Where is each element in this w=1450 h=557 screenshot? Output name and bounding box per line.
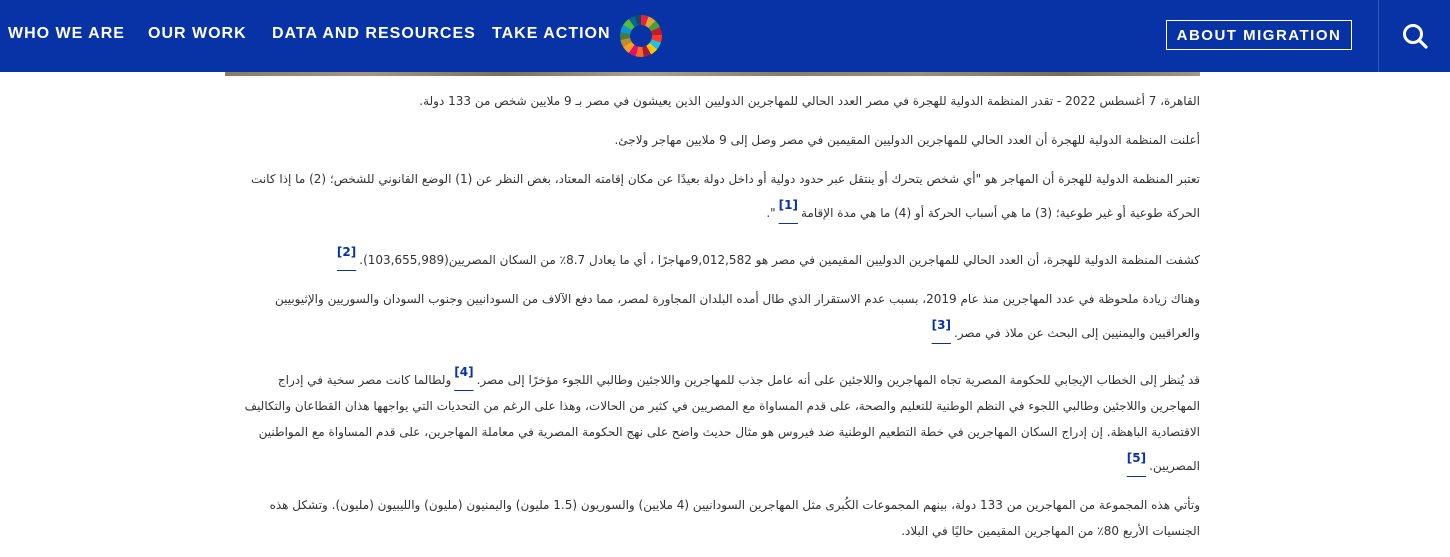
top-navigation-bar — [0, 0, 1450, 72]
footnote-link-1[interactable]: [1] — [778, 198, 798, 212]
paragraph-6a-text: قد يُنظر إلى الخطاب الإيجابي للحكومة المصرية تجاه المهاجرين واللاجئين على أنه عامل جذب للمهاجرين واللاجئين وطالبي اللجوء مؤخرًا إلى مصر. — [476, 373, 1200, 387]
nav-item-our-work[interactable]: OUR WORK — [148, 25, 247, 42]
paragraph-6b-text: ولطالما كانت مصر سخية في إدراج المهاجرين واللاجئين وطالبي اللجوء في النظم الوطنية للتعليم والصحة، على قدم المساواة مع المصريين في كثير من الحالات، وهذا على الرغم من التحديات التي يواجهها هذان القطاعان والتكاليف الاقتصادية الباهظة. إن إدراج السكان المهاجرين في خطة التطعيم الوطنية ضد فيروس هو مثال حديث واضح على نهج الحكومة المصرية في معاملة المهاجرين، على قدم المساواة مع المواطنين المصريين. — [244, 373, 1200, 473]
paragraph-5 — [228, 286, 1200, 346]
nav-item-data-and-resources[interactable]: DATA AND RESOURCES — [272, 25, 476, 42]
hero-image-strip — [225, 72, 1200, 76]
paragraph-4-text: كشفت المنظمة الدولية للهجرة، أن العدد الحالي للمهاجرين الدوليين المقيمين في مصر هو 9,012,582مهاجرًا ، أي ما يعادل 8.7٪ من السكان المصريين(103,655,989). — [359, 253, 1200, 267]
footnote-link-3[interactable]: [3] — [931, 318, 951, 332]
paragraph-4 — [228, 239, 1200, 273]
paragraph-2-text: أعلنت المنظمة الدولية للهجرة أن العدد الحالي للمهاجرين الدوليين المقيمين في مصر وصل إلى 9 ملايين مهاجر ولاجئ. — [614, 133, 1200, 147]
nav-item-who-we-are[interactable]: WHO WE ARE — [8, 25, 125, 42]
sdg-wheel-icon[interactable] — [620, 15, 662, 57]
search-icon — [1402, 23, 1428, 49]
paragraph-7 — [228, 492, 1200, 544]
paragraph-3-end: ". — [766, 206, 776, 220]
paragraph-2 — [228, 127, 1200, 153]
about-migration-button[interactable]: ABOUT MIGRATION — [1166, 20, 1352, 50]
footnote-link-4[interactable]: [4] — [454, 365, 474, 379]
nav-divider — [1378, 0, 1379, 72]
article-body — [228, 88, 1200, 557]
nav-item-take-action[interactable]: TAKE ACTION — [492, 25, 611, 42]
paragraph-1-text: القاهرة، 7 أغسطس 2022 - تقدر المنظمة الدولية للهجرة في مصر العدد الحالي للمهاجرين الدوليين الذين يعيشون في مصر بـ 9 ملايين شخص من 133 دولة. — [419, 94, 1200, 108]
footnote-link-2[interactable]: [2] — [336, 245, 357, 259]
paragraph-5-text: وهناك زيادة ملحوظة في عدد المهاجرين منذ عام 2019، بسبب عدم الاستقرار الذي طال أمده البلدان المجاورة لمصر، مما دفع الآلاف من السودانيين وجنوب السودان والسوريين والإثيوبيين والعراقيين واليمنيين إلى البحث عن ملاذ في مصر. — [274, 292, 1200, 340]
paragraph-3 — [228, 166, 1200, 226]
paragraph-3-text: تعتبر المنظمة الدولية للهجرة أن المهاجر هو "أي شخص يتحرك أو ينتقل عبر حدود دولية أو داخل دولة بعيدًا عن مكان إقامته المعتاد، بغض النظر عن (1) الوضع القانوني للشخص؛ (2) ما إذا كانت الحركة طوعية أو غير طوعية؛ (3) ما هي أسباب الحركة أو (4) ما هي مدة الإقامة — [251, 172, 1200, 220]
search-button[interactable] — [1380, 0, 1450, 72]
footnote-link-5[interactable]: [5] — [1126, 451, 1147, 465]
paragraph-7-text: وتأتي هذه المجموعة من المهاجرين من 133 دولة، بينهم المجموعات الكُبرى مثل المهاجرين السودانيين (4 ملايين) والسوريون (1.5 مليون) واليمنيون (مليون) والليبيون (مليون). وتشكل هذه الجنسيات الأربع 80٪ من المهاجرين المقيمين حاليًا في البلاد. — [269, 498, 1200, 538]
paragraph-1 — [228, 88, 1200, 114]
paragraph-6 — [228, 359, 1200, 479]
